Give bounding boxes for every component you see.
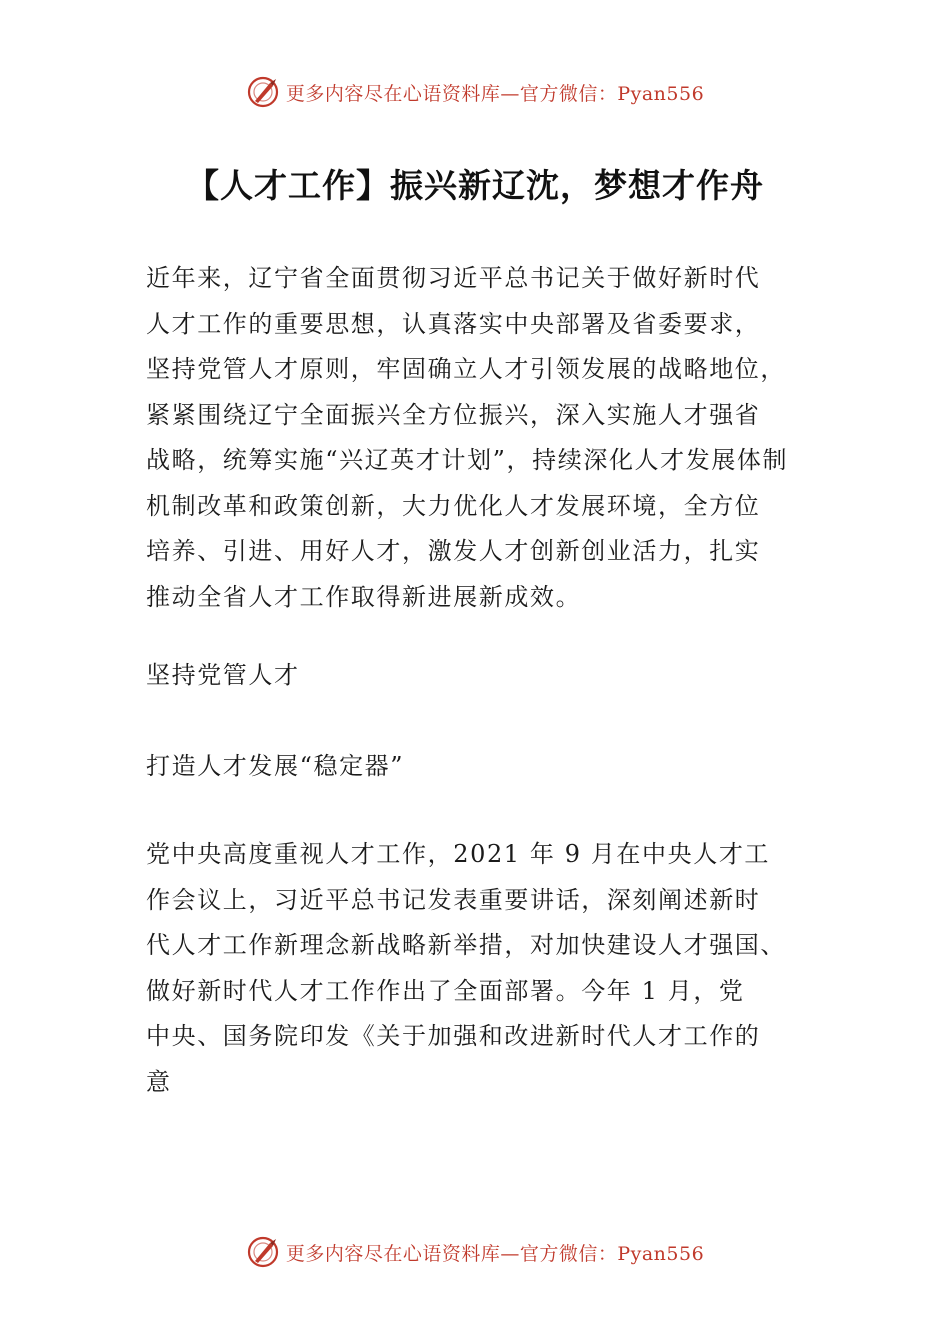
document-title: 【人才工作】振兴新辽沈，梦想才作舟 [186, 166, 764, 205]
text-line: 做好新时代人才工作作出了全面部署。今年 1 月，党 [146, 976, 745, 1005]
quill-pen-logo-icon [246, 75, 280, 109]
text-line: 推动全省人才工作取得新进展新成效。 [146, 582, 582, 611]
text-line: 中央、国务院印发《关于加强和改进新时代人才工作的 [146, 1022, 761, 1050]
text-line: 紧紧围绕辽宁全面振兴全方位振兴，深入实施人才强省 [146, 400, 761, 429]
section-heading [146, 653, 830, 699]
text-line: 打造人才发展“稳定器” [146, 752, 405, 780]
text-line: 人才工作的重要思想，认真落实中央部署及省委要求， [146, 309, 761, 338]
text-line: 坚持党管人才原则，牢固确立人才引领发展的战略地位， [146, 355, 786, 383]
quill-pen-logo-icon [246, 1235, 280, 1269]
paragraph-intro [146, 256, 830, 620]
text-line: 意 [146, 1067, 172, 1096]
text-line: 作会议上，习近平总书记发表重要讲话，深刻阐述新时 [146, 885, 761, 914]
text-line: 党中央高度重视人才工作，2021 年 9 月在中央人才工 [146, 840, 771, 868]
text-line: 近年来，辽宁省全面贯彻习近平总书记关于做好新时代 [146, 264, 761, 292]
text-line: 坚持党管人才 [146, 661, 300, 689]
header-banner-text: 更多内容尽在心语资料库—官方微信：Pyan556 [285, 82, 705, 105]
paragraph-body [146, 832, 830, 1105]
text-line: 机制改革和政策创新，大力优化人才发展环境，全方位 [146, 491, 761, 520]
footer-banner [0, 1232, 950, 1272]
header-banner [0, 72, 950, 112]
footer-banner-text: 更多内容尽在心语资料库—官方微信：Pyan556 [285, 1242, 705, 1265]
text-line: 培养、引进、用好人才，激发人才创新创业活力，扎实 [146, 537, 761, 565]
text-line: 战略，统筹实施“兴辽英才计划”，持续深化人才发展体制 [146, 446, 789, 474]
section-subheading [146, 744, 830, 790]
text-line: 代人才工作新理念新战略新举措，对加快建设人才强国、 [146, 931, 786, 959]
